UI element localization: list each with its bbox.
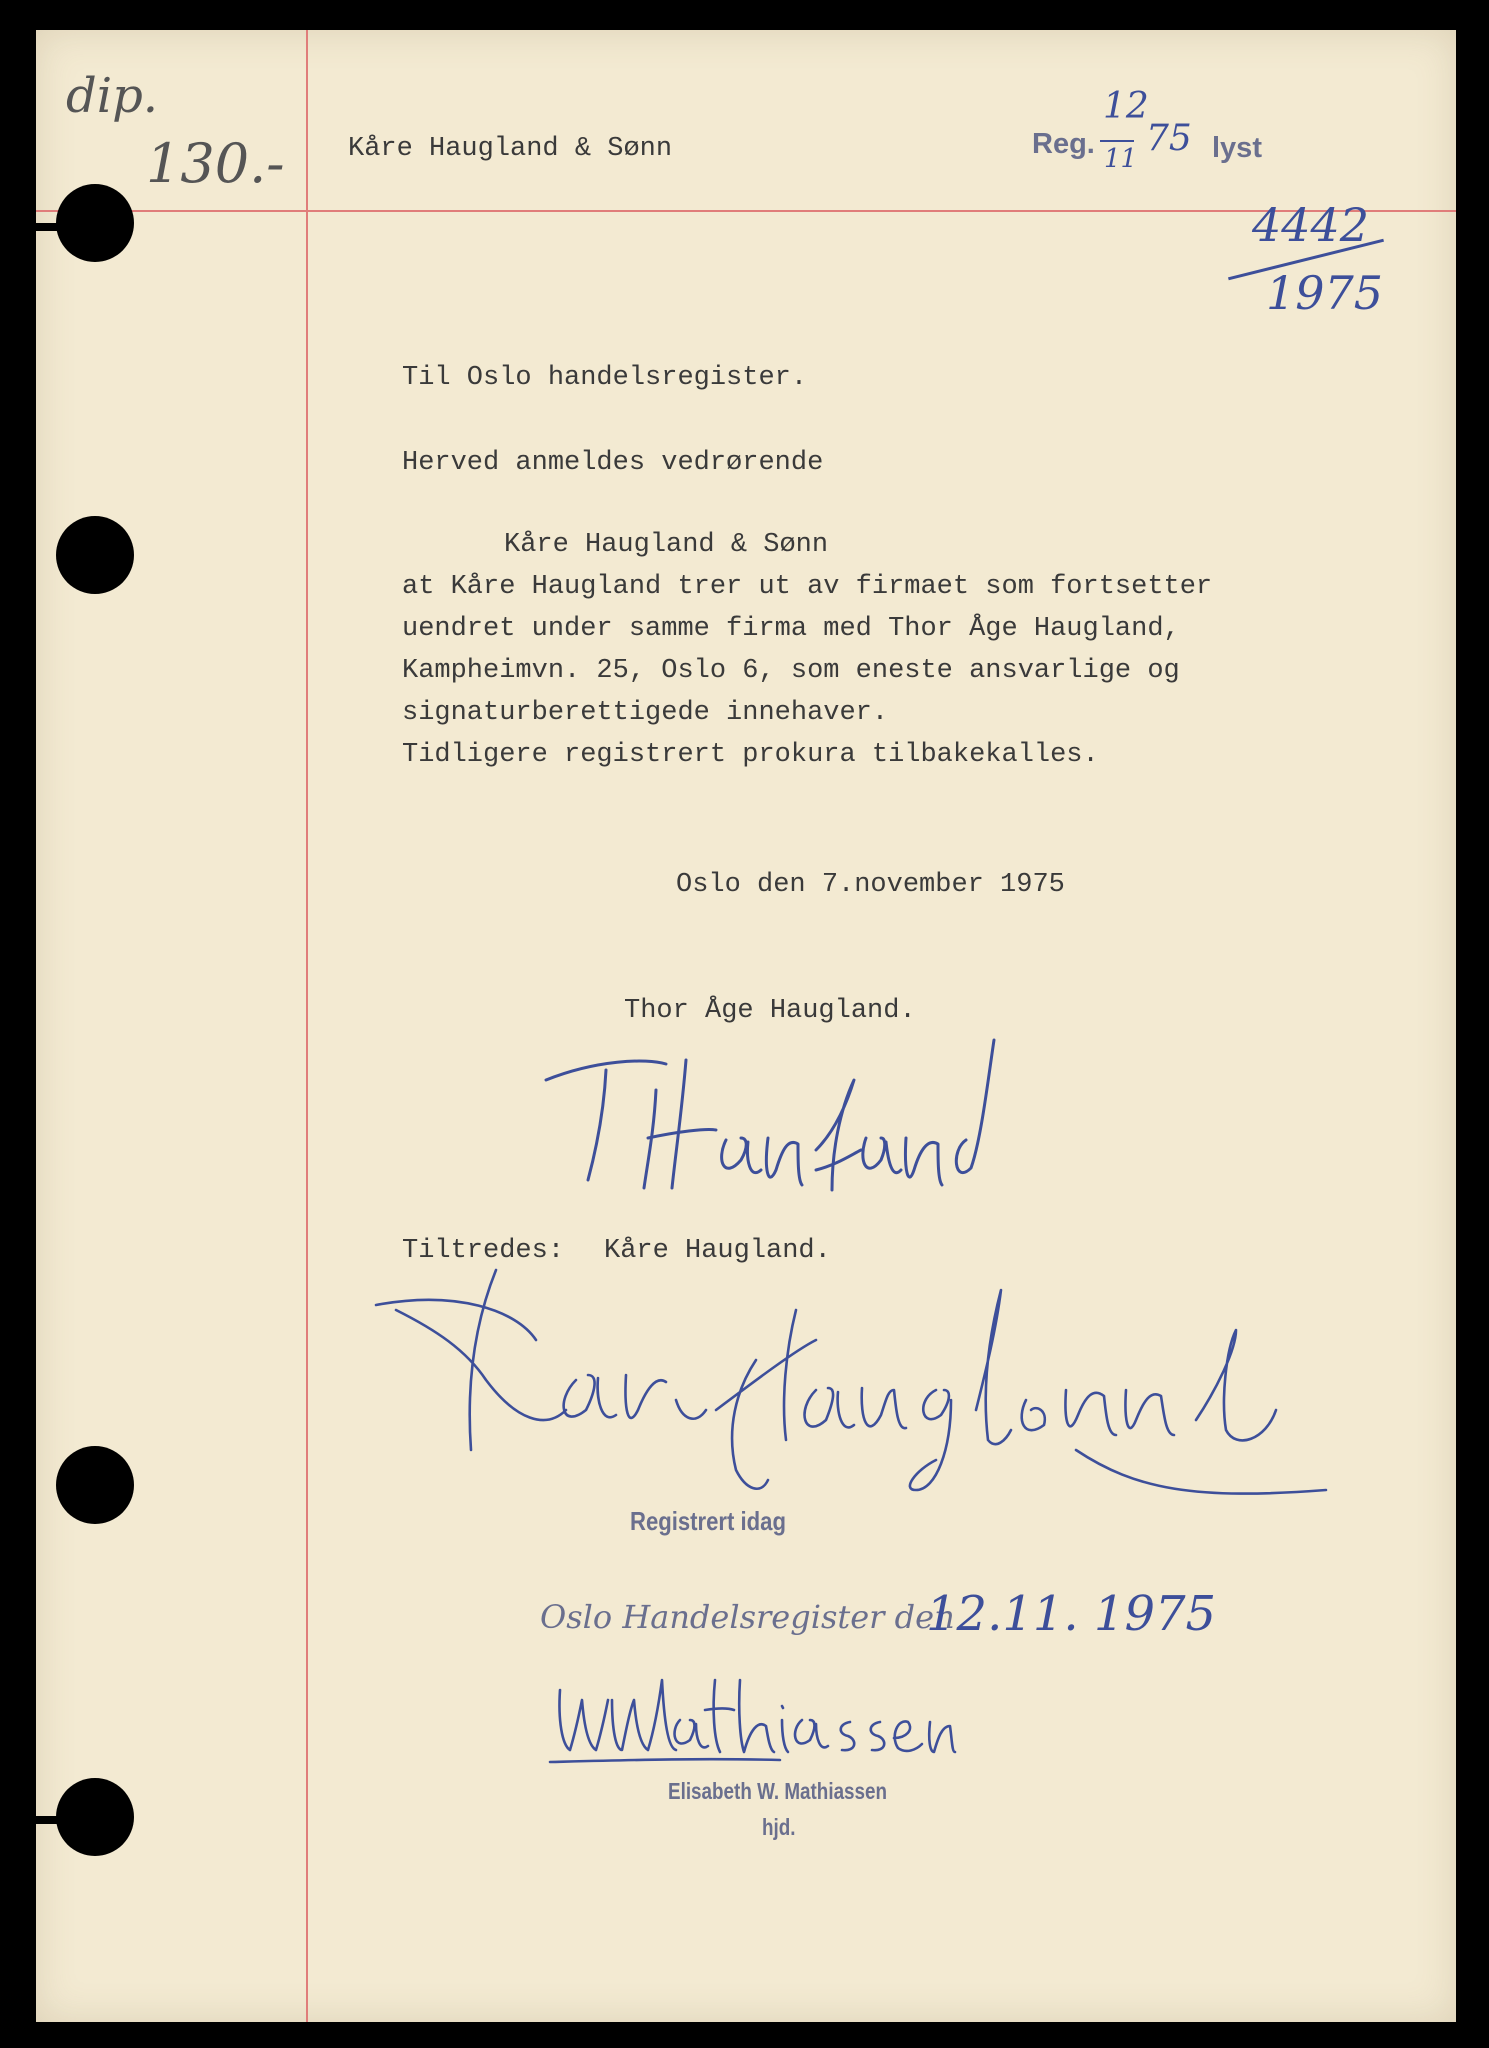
- document-page: [36, 30, 1456, 2022]
- acceded-signature: [376, 1250, 1336, 1510]
- punch-hole-2: [56, 516, 134, 594]
- case-year: 1975: [1266, 266, 1384, 320]
- intro-line: Herved anmeldes vedrørende: [402, 448, 824, 478]
- recipient-line: Til Oslo handelsregister.: [402, 363, 808, 393]
- firm-name-line: Kåre Haugland & Sønn: [504, 530, 829, 560]
- place-date-line: Oslo den 7.november 1975: [676, 870, 1065, 900]
- clerk-title: hjd.: [762, 1814, 796, 1840]
- punch-hole-1: [56, 184, 134, 262]
- body-line-3: Kampheimvn. 25, Oslo 6, som eneste ansvarlige og: [402, 656, 1180, 686]
- body-line-4: signaturberettigede innehaver.: [402, 698, 889, 728]
- signer-name-line: Thor Åge Haugland.: [624, 996, 916, 1026]
- case-number: 4442: [1252, 198, 1370, 252]
- body-line-5: Tidligere registrert prokura tilbakekalles.: [402, 740, 1099, 770]
- header-company-name: Kåre Haugland & Sønn: [348, 134, 673, 164]
- body-line-1: at Kåre Haugland trer ut av firmaet som fortsetter: [402, 572, 1213, 602]
- clerk-name: Elisabeth W. Mathiassen: [668, 1778, 888, 1804]
- header-rule: [36, 210, 1456, 212]
- office-text: Oslo Handelsregister den: [540, 1598, 955, 1636]
- reg-stamp-fraction-bar: [1100, 140, 1134, 142]
- pencil-note-dip: dip.: [66, 68, 159, 124]
- punch-hole-4: [56, 1778, 134, 1856]
- reg-stamp-day: 12: [1103, 86, 1149, 127]
- margin-rule: [306, 30, 308, 2022]
- acceded-label: Tiltredes:: [402, 1236, 565, 1266]
- reg-stamp-month: 11: [1104, 144, 1138, 174]
- clerk-signature: [550, 1660, 950, 1770]
- reg-stamp-suffix: lyst: [1212, 132, 1262, 164]
- registration-date: 12.11. 1975: [926, 1586, 1217, 1642]
- body-line-2: uendret under samme firma med Thor Åge Haugland,: [402, 614, 1180, 644]
- registered-today-text: Registrert idag: [630, 1506, 786, 1536]
- punch-hole-3: [56, 1446, 134, 1524]
- reg-stamp-year: 75: [1146, 118, 1192, 159]
- acceded-name: Kåre Haugland.: [604, 1236, 831, 1266]
- reg-stamp-label: Reg.: [1032, 128, 1095, 160]
- signer-signature: [536, 1020, 996, 1200]
- pencil-note-fee: 130.-: [146, 132, 285, 195]
